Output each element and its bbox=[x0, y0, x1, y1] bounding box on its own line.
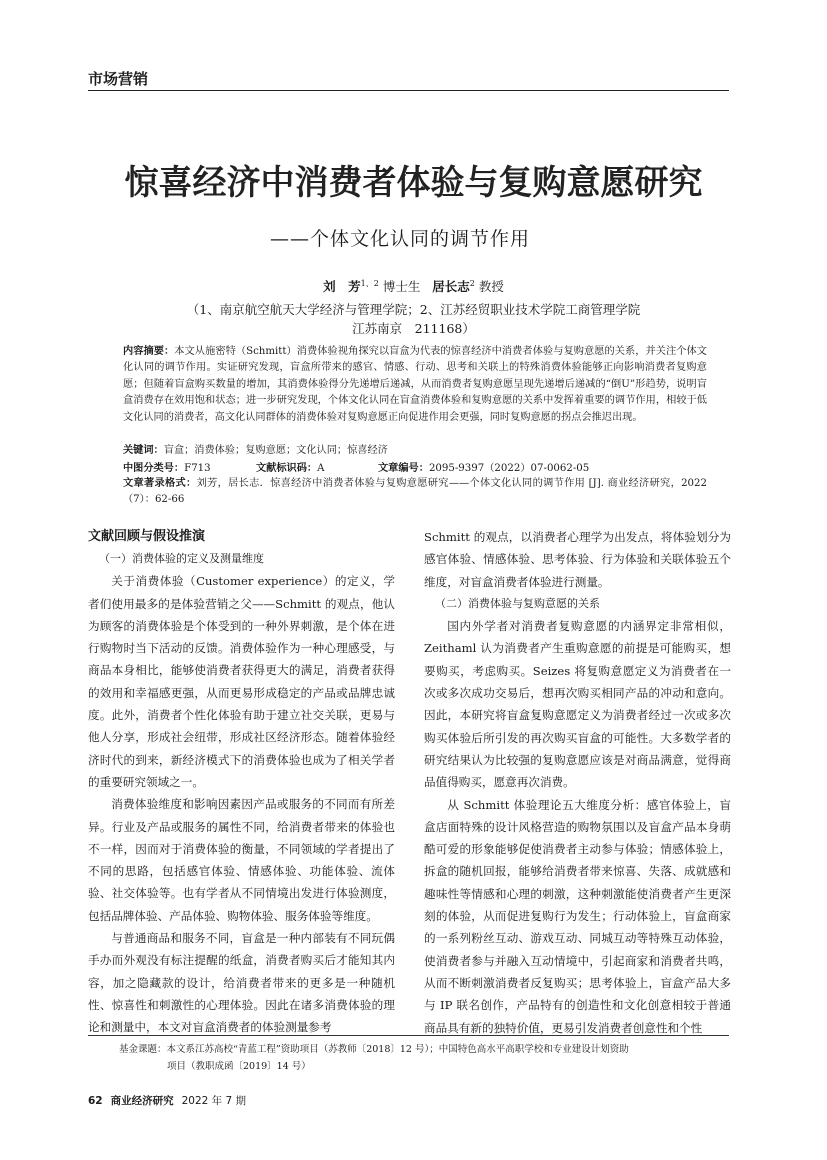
classification bbox=[123, 459, 211, 474]
keywords bbox=[123, 443, 707, 459]
author-1-role: 博士生 bbox=[382, 279, 421, 294]
footnote-rule bbox=[88, 1035, 729, 1036]
abstract bbox=[123, 344, 707, 426]
doc-code bbox=[256, 459, 324, 474]
paragraph: 与普通商品和服务不同，盲盒是一种内部装有不同玩偶手办而外观没有标注提醒的纸盒，消费者购买后才能知其内容，加之隐藏款的设计，给消费者带来的更多是一种随机性、惊喜性和刺激性的心理体验。因此在诸多消费体验的理论和测量中，本文对盲盒消费者的体验测量参考 bbox=[88, 931, 395, 1035]
clc-label: 中图分类号： bbox=[123, 463, 185, 474]
paragraph: 国内外学者对消费者复购意愿的内涵界定非常相似，Zeithaml 认为消费者产生重购意愿的前提是可能购买，想要购买，考虑购买。Seizes 将复购意愿定义为消费者在一次或多次成功交易后，想再次购买相同产品的冲动和意向。因此，本研究将盲盒复购意愿定义为消费者经过一次或多次购买体验后所引发的再次购买盲盒的可能性。大多数学者的研究结果认为比较强的复购意愿应该是对商品满意，觉得商品值得购买，愿意再次消费。 bbox=[424, 619, 731, 790]
citation-text: 刘芳，居长志．惊喜经济中消费者体验与复购意愿研究——个体文化认同的调节作用 [J]. 商业经济研究，2022（7）：62-66 bbox=[123, 478, 708, 506]
subsection-heading-1: （一）消费体验的定义及测量维度 bbox=[99, 552, 264, 565]
authors bbox=[0, 277, 827, 295]
section-heading: 文献回顾与假设推演 bbox=[88, 529, 206, 544]
citation-label: 文章著录格式： bbox=[123, 478, 197, 489]
author-2-role: 教授 bbox=[478, 279, 504, 294]
paragraph: 消费体验维度和影响因素因产品或服务的不同而有所差异。行业及产品或服务的属性不同，给消费者带来的体验也不一样，因而对于消费体验的衡量，不同领域的学者提出了不同的思路，包括感官体验、情感体验、功能体验、流体验、社交体验等。也有学者从不同情境出发进行体验测度，包括品牌体验、产品体验、购物体验、服务体验等维度。 bbox=[88, 797, 395, 923]
affiliation-line-1: （1、南京航空航天大学经济与管理学院；2、江苏经贸职业技术学院工商管理学院 bbox=[186, 302, 641, 317]
subsection-heading-2: （二）消费体验与复购意愿的关系 bbox=[435, 596, 600, 610]
abstract-text: 本文从施密特（Schmitt）消费体验视角探究以盲盒为代表的惊喜经济中消费者体验与复购意愿的关系，并关注个体文化认同的调节作用。实证研究发现，盲盒所带来的感官、情感、行动、思考和关联上的特殊消费体验能够正向影响消费者复购意愿；但随着盲盒购买数量的增加，其消费体验得分先递增后递减，从而消费者复购意愿呈现先递增后递减的“倒U”形趋势，说明盲盒消费存在效用饱和状态；进一步研究发现，个体文化认同在盲盒消费体验和复购意愿的关系中发挥着重要的调节作用，相较于低文化认同的消费者，高文化认同群体的消费体验对复购意愿正向促进作用会更强，同时复购意愿的拐点会推迟出现。 bbox=[123, 346, 707, 423]
keywords-text: 盲盒；消费体验；复购意愿；文化认同；惊喜经济 bbox=[163, 445, 388, 456]
art-value: 2095-9397（2022）07-0062-05 bbox=[428, 463, 590, 474]
citation bbox=[123, 476, 707, 509]
clc-value: F713 bbox=[184, 463, 211, 474]
doc-label: 文献标识码： bbox=[256, 463, 318, 474]
issue: 2022 年 7 期 bbox=[181, 1095, 247, 1107]
paragraph: Schmitt 的观点，以消费者心理学为出发点，将体验划分为感官体验、情感体验、思考体验、行为体验和关联体验五个维度，对盲盒消费者体验进行测量。 bbox=[424, 530, 731, 589]
article-number bbox=[378, 459, 589, 474]
left-column bbox=[88, 526, 395, 1039]
author-1-affil: 1、2 bbox=[360, 278, 379, 288]
section-label: 市场营销 bbox=[88, 70, 149, 88]
keywords-label: 关键词： bbox=[123, 445, 164, 456]
paragraph: 关于消费体验（Customer experience）的定义，学者们使用最多的是体验营销之父——Schmitt 的观点，他认为顾客的消费体验是个体受到的一种外界刺激，是个体在进行购物时当下活动的反馈。消费体验作为一种心理感受，与商品本身相比，能够使消费者获得更大的满足，消费者获得的效用和幸福感更强，从而更易形成稳定的产品或品牌忠诚度。此外，消费者个性化体验有助于建立社交关联，更易与他人分享，形成社会纽带，形成社区经济形态。随着体验经济时代的到来，新经济模式下的消费体验也成为了相关学者的重要研究领域之一。 bbox=[88, 574, 395, 789]
funding-line-1: 基金课题：本文系江苏高校“青蓝工程”资助项目（苏教师〔2018〕12 号）；中国特色高水平高职学校和专业建设计划资助 bbox=[119, 1044, 629, 1055]
author-2-name: 居长志 bbox=[432, 279, 470, 294]
article-subtitle: ——个体文化认同的调节作用 bbox=[270, 228, 531, 250]
doc-value: A bbox=[317, 463, 325, 474]
author-1-name: 刘 芳 bbox=[323, 279, 361, 294]
page-footer bbox=[88, 1093, 246, 1108]
article-title: 惊喜经济中消费者体验与复购意愿研究 bbox=[124, 163, 703, 203]
abstract-label: 内容摘要： bbox=[123, 346, 175, 357]
paragraph: 从 Schmitt 体验理论五大维度分析：感官体验上，盲盒店面特殊的设计风格营造的购物氛围以及盲盒产品本身萌酷可爱的形象能够促使消费者主动参与体验；情感体验上，拆盒的随机回报，能够给消费者带来惊喜、失落、成就感和趣味性等情感和心理的刺激，这种刺激能使消费者产生更深刻的体验，从而促进复购行为发生；行动体验上，盲盒商家的一系列粉丝互动、游戏互动、同城互动等特殊互动体验，使消费者参与并融入互动情境中，引起商家和消费者共鸣，从而不断刺激消费者反复购买；思考体验上，盲盒产品大多与 IP 联名创作，产品特有的创造性和文化创意相较于普通商品具有新的独特价值，更易引发消费者创意性和个性 bbox=[424, 797, 731, 1035]
author-2-affil: 2 bbox=[469, 278, 475, 288]
affiliation-line-2: 江苏南京 211168） bbox=[352, 321, 475, 336]
art-label: 文章编号： bbox=[378, 463, 429, 474]
header-rule bbox=[88, 90, 729, 91]
funding-line-2: 项目（教职成函〔2019〕14 号） bbox=[167, 1061, 311, 1072]
affiliation bbox=[0, 300, 827, 338]
journal-name: 商业经济研究 bbox=[110, 1095, 174, 1107]
page-number: 62 bbox=[88, 1095, 103, 1107]
funding-note bbox=[119, 1041, 719, 1075]
right-column bbox=[424, 526, 731, 1039]
